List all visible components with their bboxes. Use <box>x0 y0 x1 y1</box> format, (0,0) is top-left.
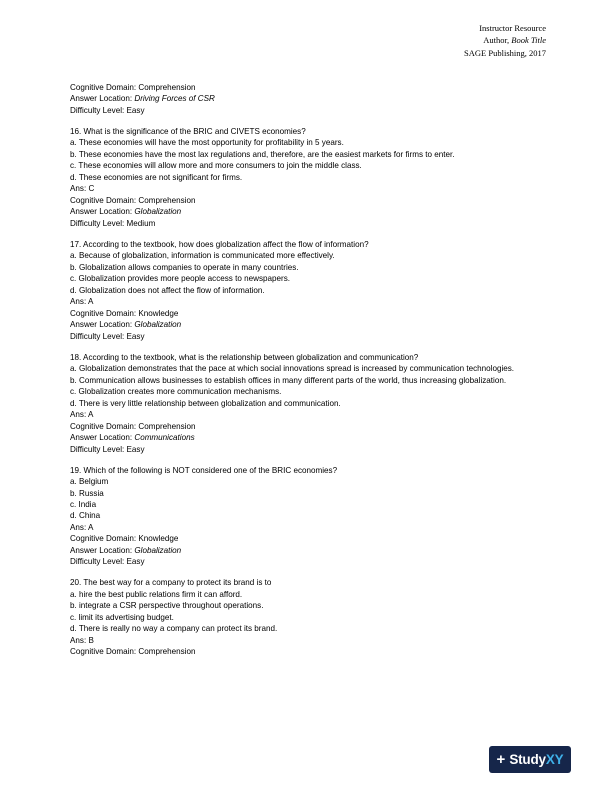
question-option: b. These economies have the most lax regulations and, therefore, are the easiest markets for firms to enter. <box>70 149 455 159</box>
question-option: d. China <box>70 511 101 521</box>
spacer <box>70 116 532 126</box>
answer-location-label: Answer Location: <box>70 433 135 443</box>
question-difficulty: Difficulty Level: Easy <box>70 331 145 341</box>
question-option: c. limit its advertising budget. <box>70 612 174 622</box>
question-option: b. Communication allows businesses to establish offices in many different parts of the world, thus increasing globalization. <box>70 375 507 385</box>
question-option: a. hire the best public relations firm it can afford. <box>70 589 243 599</box>
question-cognitive-domain: Cognitive Domain: Comprehension <box>70 647 196 657</box>
question-option: c. Globalization provides more people access to newspapers. <box>70 274 290 284</box>
question-difficulty: Difficulty Level: Easy <box>70 557 145 567</box>
question-option: c. India <box>70 499 97 509</box>
plus-icon: + <box>496 751 506 768</box>
answer-location-value: Globalization <box>134 207 182 217</box>
question-option: a. These economies will have the most opportunity for profitability in 5 years. <box>70 138 344 148</box>
question-answer-location <box>70 206 532 217</box>
answer-location-label: Answer Location: <box>70 94 135 104</box>
question-cognitive-domain: Cognitive Domain: Comprehension <box>70 421 196 431</box>
question-option: d. Globalization does not affect the flow of information. <box>70 285 265 295</box>
header-book-title: Book Title <box>511 35 546 46</box>
question-option: b. Russia <box>70 488 104 498</box>
answer-location-value: Globalization <box>134 545 182 555</box>
question-stem: 17. According to the textbook, how does globalization affect the flow of information? <box>70 239 369 249</box>
header-line-author-book <box>464 34 546 46</box>
answer-location-label: Answer Location: <box>70 320 135 330</box>
logo-wordmark <box>509 753 563 767</box>
logo-word-main: Study <box>509 751 546 767</box>
question-option: a. Globalization demonstrates that the pace at which social innovations spread is increased by communication technologies. <box>70 364 515 374</box>
spacer <box>70 455 532 465</box>
header-line-instructor-resource: Instructor Resource <box>479 23 546 33</box>
question-answer: Ans: A <box>70 297 94 307</box>
studyxy-watermark-logo <box>489 746 571 773</box>
spacer <box>70 229 532 239</box>
question-option: c. Globalization creates more communication mechanisms. <box>70 387 282 397</box>
question-option: d. These economies are not significant for firms. <box>70 172 243 182</box>
document-body <box>70 82 532 658</box>
answer-location-value: Communications <box>134 433 195 443</box>
answer-location-label: Answer Location: <box>70 545 135 555</box>
continued-cognitive-domain: Cognitive Domain: Comprehension <box>70 83 196 92</box>
answer-location-label: Answer Location: <box>70 207 135 217</box>
question-answer-location <box>70 545 532 556</box>
header-line-publisher: SAGE Publishing, 2017 <box>464 47 546 58</box>
question-cognitive-domain: Cognitive Domain: Knowledge <box>70 534 179 544</box>
page-header <box>464 22 546 59</box>
continued-difficulty: Difficulty Level: Easy <box>70 105 145 115</box>
question-option: b. Globalization allows companies to operate in many countries. <box>70 262 299 272</box>
question-answer: Ans: A <box>70 410 94 420</box>
question-answer: Ans: B <box>70 635 94 645</box>
question-stem: 18. According to the textbook, what is the relationship between globalization and communication? <box>70 352 419 362</box>
answer-location-value: Driving Forces of CSR <box>134 94 215 104</box>
question-option: b. integrate a CSR perspective throughout operations. <box>70 601 264 611</box>
header-author: Author, <box>483 35 512 46</box>
question-option: d. There is really no way a company can protect its brand. <box>70 624 278 634</box>
question-option: d. There is very little relationship between globalization and communication. <box>70 398 341 408</box>
question-option: c. These economies will allow more and more consumers to join the middle class. <box>70 161 362 171</box>
question-answer-location <box>70 319 532 330</box>
question-cognitive-domain: Cognitive Domain: Knowledge <box>70 308 179 318</box>
spacer <box>70 342 532 352</box>
answer-location-value: Globalization <box>134 320 182 330</box>
question-stem: 20. The best way for a company to protect its brand is to <box>70 578 272 588</box>
question-option: a. Belgium <box>70 477 109 487</box>
question-answer: Ans: A <box>70 522 94 532</box>
continued-answer-location <box>70 93 532 104</box>
question-answer-location <box>70 432 532 443</box>
question-option: a. Because of globalization, information is communicated more effectively. <box>70 251 335 261</box>
question-difficulty: Difficulty Level: Easy <box>70 444 145 454</box>
question-answer: Ans: C <box>70 184 95 194</box>
logo-word-accent: XY <box>545 751 564 767</box>
question-cognitive-domain: Cognitive Domain: Comprehension <box>70 195 196 205</box>
spacer <box>70 568 532 578</box>
question-stem: 16. What is the significance of the BRIC and CIVETS economies? <box>70 126 306 136</box>
question-difficulty: Difficulty Level: Medium <box>70 218 156 228</box>
question-stem: 19. Which of the following is NOT considered one of the BRIC economies? <box>70 465 338 475</box>
